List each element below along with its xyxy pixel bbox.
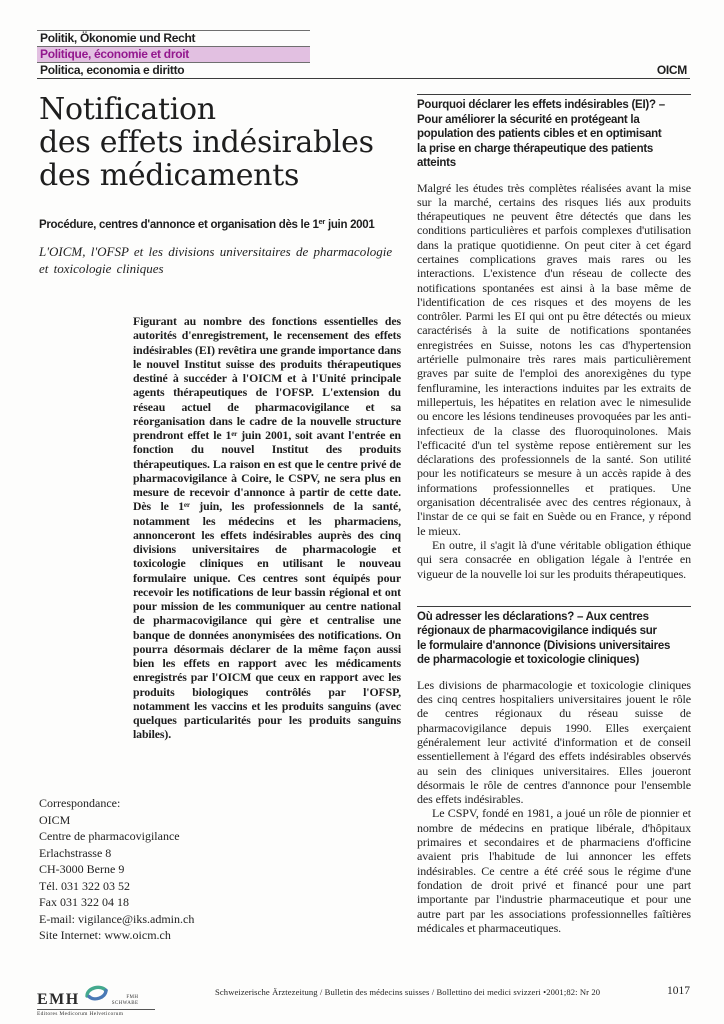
article-title bbox=[39, 93, 374, 192]
schwabe-label: SCHWABE bbox=[111, 1000, 139, 1006]
correspondence-fax: Fax 031 322 04 18 bbox=[39, 895, 129, 909]
title-line: des effets indésirables bbox=[39, 125, 374, 160]
heading-line: de pharmacologie et toxicologie cliniques) bbox=[417, 654, 640, 667]
byline-line: L'OICM, l'OFSP et les divisions universitaires de pharmacologie bbox=[39, 244, 393, 259]
emh-swoosh-icon bbox=[84, 983, 110, 1008]
body-paragraph: Le CSPV, fondé en 1981, a joué un rôle de pionnier et nombre de médecins en pratique libérale, d'hôpitaux primaires et secondaires et de pharmaciens d'officine avaient pris l'habitude de lui annoncer les effets indésirables. Ce centre a été créé sous le régime d'une fondation de droit privé et financé pour une part importante par l'industrie pharmaceutique et pour une autre part par les associations professionnelles faîtières médicales et pharmaceutiques. bbox=[417, 806, 691, 935]
correspondence-website: Site Internet: www.oicm.ch bbox=[39, 928, 171, 942]
correspondence-block bbox=[39, 795, 194, 944]
section-heading-why-declare bbox=[417, 98, 691, 171]
byline-line: et toxicologie cliniques bbox=[39, 261, 164, 276]
heading-line: population des patients cibles et en optimisant bbox=[417, 128, 662, 140]
right-column bbox=[417, 94, 691, 935]
body-paragraph: En outre, il s'agit là d'une véritable obligation éthique qui sera consacrée en obligation légale à l'entrée en vigueur de la nouvelle loi sur les produits thérapeutiques. bbox=[417, 537, 691, 581]
correspondence-dept: Centre de pharmacovigilance bbox=[39, 829, 180, 843]
page-number: 1017 bbox=[667, 985, 690, 997]
correspondence-street: Erlachstrasse 8 bbox=[39, 845, 112, 860]
fmh-schwabe-label bbox=[112, 995, 139, 1008]
publisher-logo bbox=[37, 983, 213, 1017]
body-paragraph: Les divisions de pharmacologie et toxicologie cliniques des cinq centres hospitaliers universitaires jouent le rôle de centres régionaux du réseau suisse de pharmacovigilance depuis 1990. Elles exerçaient généralement leur activité d'information et de conseil essentiellement à l'égard des effets indésirables observés au sein des cliniques universitaires. Elles joueront désormais le rôle de centres d'annonce pour l'ensemble des effets indésirables. bbox=[417, 677, 691, 807]
heading-line: atteints bbox=[417, 157, 456, 169]
correspondence-phone: Tél. 031 322 03 52 bbox=[39, 878, 130, 893]
emh-wordmark: EMH bbox=[37, 991, 80, 1008]
page-footer bbox=[37, 983, 690, 1017]
heading-line: Pour améliorer la sécurité en protégeant la bbox=[417, 113, 640, 126]
correspondence-email: E-mail: vigilance@iks.admin.ch bbox=[39, 911, 195, 926]
subtitle-text-end: juin 2001 bbox=[325, 219, 375, 231]
body-paragraph: Malgré les études très complètes réalisées avant la mise sur la marché, certains des risques liés aux produits thérapeutiques ne peuvent être détectés que dans les conditions particulières et parfois complexes d'utilisation dans la pratique quotidienne. On peut citer à cet égard certaines complications graves mais rares ou les interactions. L'existence d'un réseau de collecte des notifications spontanées est ainsi à la base même de l'identification de ces risques et des moyens de les contrôler. Parmi les EI qui ont pu être détectés ou mieux caractérisés à la suite de notifications spontanées enregistrées en Suisse, notons les cas d'hypertension artérielle pulmonaire très rares mais particulièrement graves par suite de l'emploi des anorexigènes du type fenfluramine, les interactions induites par les extraits de millepertuis, les hépatites en relation avec le nimesulide ou encore les lésions tendineuses provoquées par les anti-infectieux de la classe des fluoroquinolones. Mais l'efficacité d'un tel système repose entièrement sur les déclarations des professionnels de la santé. Son utilité pour les notificateurs se mesure à un accès rapide à des informations professionnelles et pratiques. Une organisation décentralisée avec des centres régionaux, à l'instar de ce qui se fait en Suède ou en France, y répond le mieux. bbox=[417, 180, 691, 538]
journal-citation: Schweizerische Ärztezeitung / Bulletin des médecins suisses / Bollettino dei medici svizzeri •2001;82: Nr 20 bbox=[215, 987, 601, 997]
section-heading-where-send bbox=[417, 610, 691, 668]
section-rule bbox=[417, 94, 691, 95]
heading-line: Où adresser les déclarations? – Aux centres bbox=[417, 610, 649, 623]
heading-line: régionaux de pharmacovigilance indiqués sur bbox=[417, 625, 657, 638]
section-rule bbox=[417, 606, 691, 607]
lead-paragraph: Figurant au nombre des fonctions essentielles des autorités d'enregistrement, le recensement des effets indésirables (EI) revêtira une grande importance dans le nouvel Institut suisse des produits thérapeutiques destiné à succéder à l'OICM et à l'Unité principale agents thérapeutiques de l'OFSP. L'extension du réseau actuel de pharmacovigilance et sa réorganisation dans le cadre de la nouvelle structure prendront effet le 1ᵉʳ juin 2001, soit avant l'entrée en fonction du nouvel Institut des produits thérapeutiques. La raison en est que le centre privé de pharmacovigilance à Coire, le CSPV, ne sera plus en mesure de recevoir d'annonce à partir de cette date. Dès le 1ᵉʳ juin, les professionnels de la santé, notamment les médecins et les pharmaciens, annonceront les effets indésirables auprès des cinq divisions universitaires de pharmacologie et toxicologie cliniques en utilisant le nouveau formulaire unique. Ces centres sont équipés pour recevoir les notifications de leur bassin régional et ont pour mission de les communiquer au centre national de pharmacovigilance qui gère et centralise une banque de données anonymisées des notifications. On pourra désormais déclarer de la même façon aussi bien les effets en rapport avec les médicaments enregistrés par l'OICM que ceux en rapport avec les produits biologiques contrôlés par l'OFSP, notamment les vaccins et les produits sanguins (avec quelques particularités pour les produits sanguins labiles). bbox=[133, 314, 401, 742]
correspondence-city: CH-3000 Berne 9 bbox=[39, 862, 125, 876]
rubric-german: Politik, Ökonomie und Recht bbox=[37, 30, 310, 47]
heading-line: le formulaire d'annonce (Divisions universitaires bbox=[417, 639, 671, 652]
title-line: des médicaments bbox=[39, 158, 300, 193]
section-where-to-send bbox=[417, 606, 691, 935]
logo-row bbox=[37, 983, 213, 1008]
rubric-row-italian bbox=[37, 63, 690, 79]
subtitle-superscript: er bbox=[318, 217, 326, 226]
title-line: Notification bbox=[39, 92, 216, 127]
correspondence-org: OICM bbox=[39, 812, 71, 827]
correspondence-label: Correspondance: bbox=[39, 796, 121, 810]
heading-line: la prise en charge thérapeutique des patients bbox=[417, 142, 654, 155]
article-subtitle bbox=[39, 217, 374, 231]
org-label: OICM bbox=[656, 63, 687, 77]
fmh-label: FMH bbox=[126, 995, 139, 1000]
rubric-italian: Politica, economia e diritto bbox=[40, 63, 185, 77]
editores-label: Editores Medicorum Helveticorum bbox=[37, 1009, 155, 1017]
article-byline bbox=[39, 243, 439, 277]
rubric-french-highlighted: Politique, économie et droit bbox=[37, 47, 310, 63]
subtitle-text: Procédure, centres d'annonce et organisation dès le 1 bbox=[39, 219, 319, 231]
rubric-header bbox=[37, 30, 690, 79]
heading-line: Pourquoi déclarer les effets indésirables (EI)? – bbox=[417, 99, 665, 111]
